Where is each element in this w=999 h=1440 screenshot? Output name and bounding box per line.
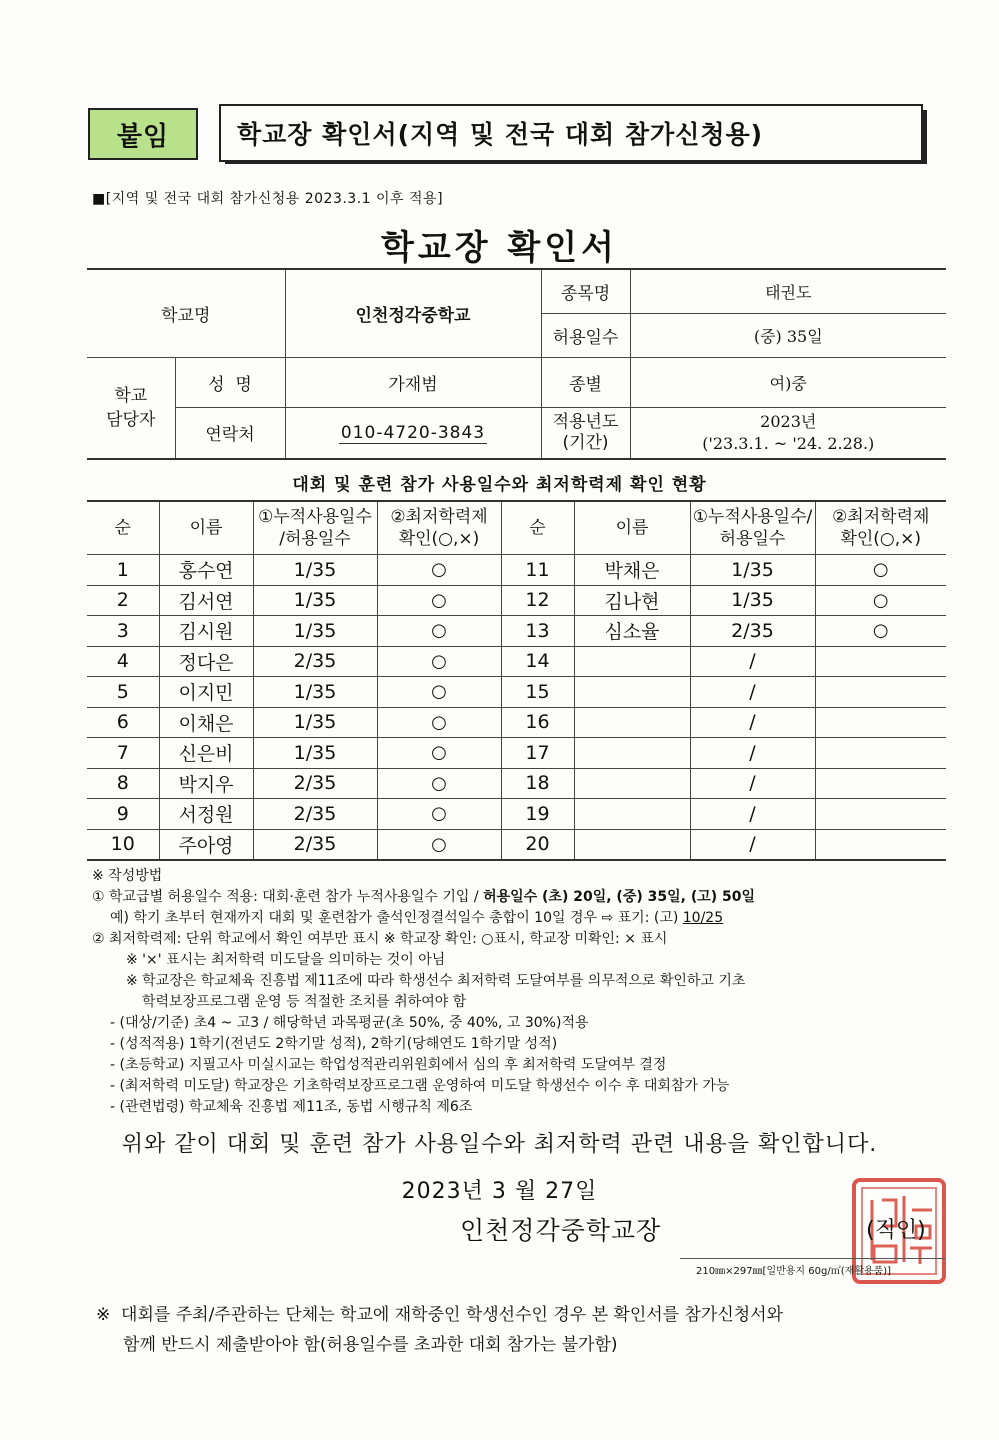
contact-value: [285, 407, 541, 459]
principal-signature: 인천정각중학교장: [460, 1216, 662, 1245]
left-check-cell: ○: [377, 829, 501, 860]
paper-spec-rule: [680, 1258, 945, 1259]
header-days-right-line2: 허용일수: [719, 529, 786, 549]
right-check-cell: [815, 738, 946, 769]
paper-spec: 210㎜×297㎜[일반용지 60g/㎡(재활용품)]: [696, 1266, 892, 1277]
school-name-value: 인천정각중학교: [285, 269, 541, 357]
detail-3: - (초등학교) 지필고사 미실시교는 학업성적관리위원회에서 심의 후 최저학력 도달여부 결정: [110, 1057, 667, 1073]
detail-4: - (최저학력 미도달) 학교장은 기초학력보장프로그램 운영하여 미도달 학생선수 이수 후 대회참가 가능: [110, 1078, 730, 1094]
table-header-row: [87, 501, 946, 555]
right-days-cell: /: [690, 707, 815, 738]
left-days-cell: 1/35: [253, 677, 377, 708]
header-days-line2: /허용일수: [279, 529, 351, 549]
left-no-cell: 2: [87, 585, 159, 616]
note-1: [92, 887, 952, 908]
note-1-text: ① 학교급별 허용일수 적용: 대회·훈련 참가 누적사용일수 기입 /: [92, 889, 484, 905]
header-check-line2: 확인(○,×): [398, 529, 480, 549]
left-days-cell: 1/35: [253, 707, 377, 738]
header-no: 순: [87, 501, 159, 555]
period-range: ('23.3.1. ~ '24. 2.28.): [702, 433, 875, 453]
left-name-cell: 홍수연: [159, 555, 253, 586]
right-check-cell: ○: [815, 555, 946, 586]
header-check-right-line1: ②최저학력제: [832, 507, 930, 527]
note-1-example: [92, 908, 952, 929]
right-name-cell: [574, 707, 690, 738]
document-title: 학교장 확인서: [381, 228, 618, 268]
sport-label: 종목명: [541, 269, 630, 313]
table-row: [87, 738, 946, 769]
school-info-table: [87, 268, 946, 460]
right-name-cell: 김나현: [574, 585, 690, 616]
right-name-cell: [574, 677, 690, 708]
table-row: [87, 616, 946, 647]
table-row: [87, 555, 946, 586]
left-days-cell: 1/35: [253, 738, 377, 769]
left-name-cell: 정다은: [159, 646, 253, 677]
left-name-cell: 서정원: [159, 799, 253, 830]
left-check-cell: ○: [377, 707, 501, 738]
left-check-cell: ○: [377, 585, 501, 616]
submission-footnote: [96, 1300, 783, 1360]
right-days-cell: /: [690, 829, 815, 860]
left-name-cell: 김시원: [159, 616, 253, 647]
header-days-right: [690, 501, 815, 555]
left-no-cell: 1: [87, 555, 159, 586]
left-no-cell: 9: [87, 799, 159, 830]
header-days-right-line1: ①누적사용일수/: [692, 507, 813, 527]
sport-value: 태권도: [630, 269, 946, 313]
note-2-b-cont: 학력보장프로그램 운영 등 적절한 조치를 취하여야 함: [142, 994, 467, 1010]
table-row: [87, 707, 946, 738]
right-check-cell: [815, 677, 946, 708]
left-check-cell: ○: [377, 616, 501, 647]
right-no-cell: 19: [501, 799, 574, 830]
left-name-cell: 박지우: [159, 768, 253, 799]
header-check-right: [815, 501, 946, 555]
right-name-cell: [574, 738, 690, 769]
footnote-line1: ※ 대회를 주최/주관하는 단체는 학교에 재학중인 학생선수인 경우 본 확인서를 참가신청서와: [96, 1305, 784, 1325]
left-name-cell: 신은비: [159, 738, 253, 769]
instructions: [92, 866, 952, 1118]
header-days: [253, 501, 377, 555]
left-days-cell: 1/35: [253, 616, 377, 647]
confirmation-statement: 위와 같이 대회 및 훈련 참가 사용일수와 최저학력 관련 내용을 확인합니다.: [121, 1132, 878, 1157]
right-check-cell: [815, 646, 946, 677]
detail-1: - (대상/기준) 초4 ~ 고3 / 해당학년 과목평균(초 50%, 중 40%, 고 30%)적용: [110, 1015, 589, 1031]
right-no-cell: 13: [501, 616, 574, 647]
left-no-cell: 6: [87, 707, 159, 738]
contact-label: 연락처: [175, 407, 285, 459]
left-days-cell: 2/35: [253, 768, 377, 799]
right-days-cell: /: [690, 799, 815, 830]
attachment-badge: 붙임: [88, 108, 198, 160]
manager-name-label: 성 명: [175, 357, 285, 407]
right-no-cell: 18: [501, 768, 574, 799]
left-name-cell: 김서연: [159, 585, 253, 616]
right-check-cell: [815, 799, 946, 830]
section-title: 대회 및 훈련 참가 사용일수와 최저학력제 확인 현황: [292, 475, 707, 495]
right-name-cell: [574, 646, 690, 677]
left-no-cell: 4: [87, 646, 159, 677]
left-no-cell: 5: [87, 677, 159, 708]
right-check-cell: [815, 829, 946, 860]
header-check-right-line2: 확인(○,×): [840, 529, 922, 549]
table-row: [87, 646, 946, 677]
form-title: 학교장 확인서(지역 및 전국 대회 참가신청용): [219, 104, 923, 162]
period-value: [630, 407, 946, 459]
note-1-example-value: 10/25: [682, 910, 724, 926]
right-days-cell: /: [690, 768, 815, 799]
table-row: [87, 677, 946, 708]
header-name-right: 이름: [574, 501, 690, 555]
left-no-cell: 10: [87, 829, 159, 860]
detail-5: - (관련법령) 학교체육 진흥법 제11조, 동법 시행규칙 제6조: [110, 1099, 473, 1115]
allowed-days-label: 허용일수: [541, 313, 630, 357]
right-no-cell: 11: [501, 555, 574, 586]
left-no-cell: 3: [87, 616, 159, 647]
table-row: [87, 585, 946, 616]
header-name: 이름: [159, 501, 253, 555]
gender-value: 여)중: [630, 357, 946, 407]
left-check-cell: ○: [377, 646, 501, 677]
left-name-cell: 이지민: [159, 677, 253, 708]
right-no-cell: 16: [501, 707, 574, 738]
left-check-cell: ○: [377, 738, 501, 769]
gender-label: 종별: [541, 357, 630, 407]
right-no-cell: 12: [501, 585, 574, 616]
note-1-example-text: 예) 학기 초부터 현재까지 대회 및 훈련참가 출석인정결석일수 총합이 10일 경우 ⇨ 표기: (고): [110, 910, 683, 926]
table-row: [87, 799, 946, 830]
seal-label: (직인): [866, 1218, 926, 1243]
note-2: ② 최저학력제: 단위 학교에서 확인 여부만 표시 ※ 학교장 확인: ○표시, 학교장 미확인: × 표시: [92, 931, 668, 947]
year-value: 2023년: [760, 411, 817, 431]
right-days-cell: 2/35: [690, 616, 815, 647]
footnote-line2: 함께 반드시 제출받아야 함(허용일수를 초과한 대회 참가는 불가함): [96, 1335, 618, 1355]
table-row: [87, 768, 946, 799]
allowed-days-value: (중) 35일: [630, 313, 946, 357]
school-name-label: 학교명: [87, 269, 285, 357]
left-check-cell: ○: [377, 677, 501, 708]
left-name-cell: 이채은: [159, 707, 253, 738]
right-check-cell: ○: [815, 585, 946, 616]
instructions-heading: ※ 작성방법: [92, 868, 163, 884]
left-days-cell: 2/35: [253, 829, 377, 860]
note-2-b: ※ 학교장은 학교체육 진흥법 제11조에 따라 학생선수 최저학력 도달여부를 의무적으로 확인하고 기초: [126, 973, 746, 989]
table-row: [87, 829, 946, 860]
left-no-cell: 8: [87, 768, 159, 799]
period-label: [541, 407, 630, 459]
right-days-cell: /: [690, 738, 815, 769]
right-check-cell: ○: [815, 616, 946, 647]
issue-date: 2023년 3 월 27일: [401, 1179, 598, 1204]
left-days-cell: 1/35: [253, 555, 377, 586]
left-check-cell: ○: [377, 768, 501, 799]
right-check-cell: [815, 768, 946, 799]
right-days-cell: /: [690, 677, 815, 708]
right-days-cell: 1/35: [690, 555, 815, 586]
left-days-cell: 2/35: [253, 646, 377, 677]
right-no-cell: 15: [501, 677, 574, 708]
right-name-cell: 심소율: [574, 616, 690, 647]
note-2-a: ※ '×' 표시는 최저학력 미도달을 의미하는 것이 아님: [126, 952, 446, 968]
left-no-cell: 7: [87, 738, 159, 769]
detail-2: - (성적적용) 1학기(전년도 2학기말 성적), 2학기(당해연도 1학기말 성적): [110, 1036, 558, 1052]
header-check: [377, 501, 501, 555]
left-check-cell: ○: [377, 799, 501, 830]
right-no-cell: 17: [501, 738, 574, 769]
applicability-note: ■[지역 및 전국 대회 참가신청용 2023.3.1 이후 적용]: [92, 191, 444, 207]
header-check-line1: ②최저학력제: [390, 507, 488, 527]
left-check-cell: ○: [377, 555, 501, 586]
left-days-cell: 1/35: [253, 585, 377, 616]
header-no-right: 순: [501, 501, 574, 555]
right-name-cell: [574, 829, 690, 860]
right-days-cell: 1/35: [690, 585, 815, 616]
left-name-cell: 주아영: [159, 829, 253, 860]
student-table: [87, 500, 946, 861]
manager-name-value: 가재범: [285, 357, 541, 407]
left-days-cell: 2/35: [253, 799, 377, 830]
manager-label: 학교 담당자: [87, 357, 175, 459]
right-no-cell: 20: [501, 829, 574, 860]
period-label-line1: 적용년도: [552, 411, 619, 432]
right-days-cell: /: [690, 646, 815, 677]
right-no-cell: 14: [501, 646, 574, 677]
contact-number: 010-4720-3843: [340, 422, 486, 443]
right-check-cell: [815, 707, 946, 738]
header-days-line1: ①누적사용일수: [258, 507, 372, 527]
right-name-cell: [574, 768, 690, 799]
note-1-bold: 허용일수 (초) 20일, (중) 35일, (고) 50일: [483, 889, 756, 905]
right-name-cell: 박채은: [574, 555, 690, 586]
right-name-cell: [574, 799, 690, 830]
title-box-shadow-side: [923, 110, 927, 164]
period-label-line2: (기간): [562, 432, 609, 453]
